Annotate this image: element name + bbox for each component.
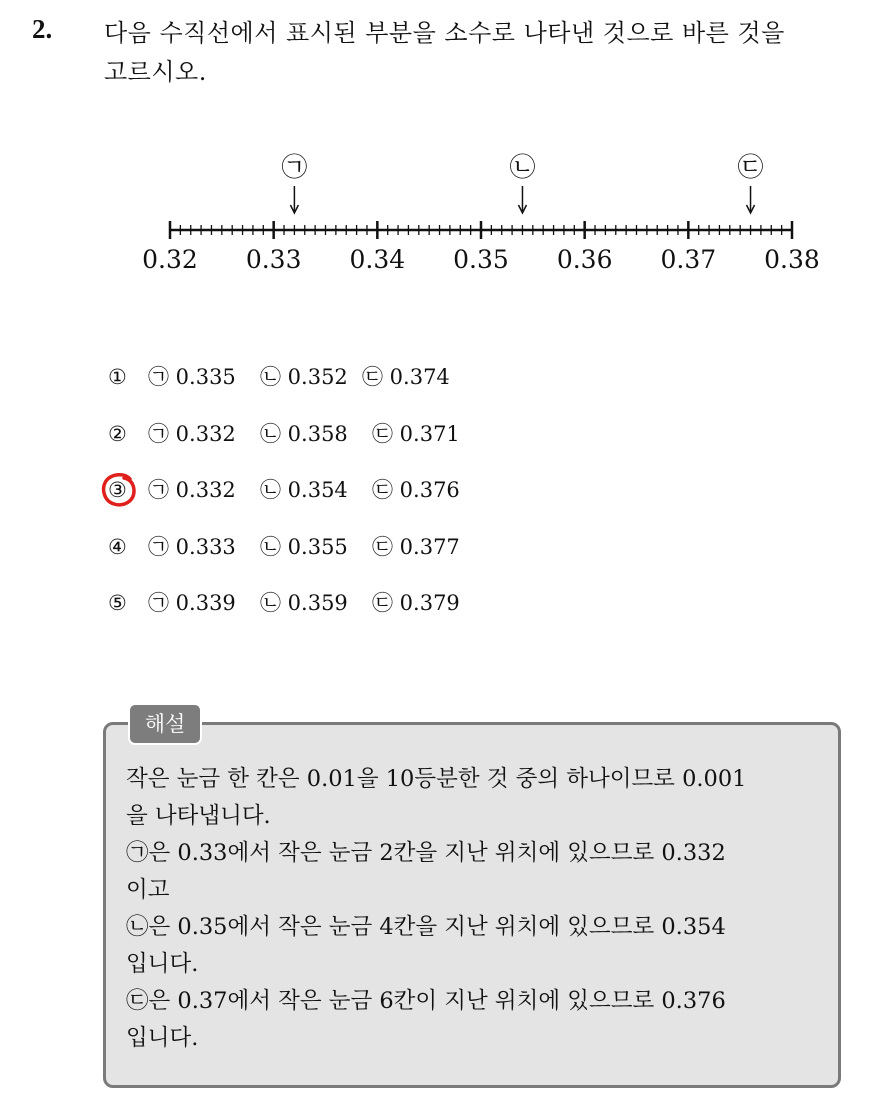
choice-value-b: ㉡ 0.359 [260, 591, 348, 615]
choice-value-a: ㉠ 0.332 [148, 478, 236, 502]
tick-label: 0.37 [660, 245, 717, 274]
choice-value-a: ㉠ 0.332 [148, 421, 236, 446]
choice-value-c: ㉢ 0.371 [372, 421, 460, 446]
explanation-line: 입니다. [126, 1025, 199, 1051]
explanation-text [126, 761, 832, 1057]
question-line-1: 다음 수직선에서 표시된 부분을 소수로 나타낸 것으로 바른 것을 [104, 19, 785, 47]
choice-number: ③ [108, 478, 127, 502]
question-number: 2. [32, 14, 53, 44]
choice-value-b: ㉡ 0.352 [260, 365, 348, 389]
choice-value-b: ㉡ 0.358 [260, 421, 348, 446]
choice-value-c: ㉢ 0.377 [372, 534, 460, 559]
explanation-line: ㉢은 0.37에서 작은 눈금 6칸이 지난 위치에 있으므로 0.376 [126, 988, 726, 1014]
tick-label: 0.36 [556, 245, 613, 274]
explanation-line: 이고 [126, 877, 170, 903]
choice-value-c: ㉢ 0.379 [372, 591, 460, 615]
explanation-line: 을 나타냅니다. [126, 803, 271, 829]
explanation-line: 입니다. [126, 951, 199, 977]
choice-value-a: ㉠ 0.335 [148, 365, 236, 389]
explanation-box [103, 722, 841, 1088]
marker-label: ㉢ [737, 153, 764, 183]
tick-label: 0.38 [764, 245, 820, 274]
marker-label: ㉠ [281, 153, 308, 183]
choice-number: ⑤ [108, 591, 127, 615]
question-line-2: 고르시오. [104, 58, 207, 86]
choice-value-b: ㉡ 0.354 [260, 478, 348, 502]
choice-value-a: ㉠ 0.339 [148, 591, 236, 615]
choice-value-c: ㉢ 0.374 [362, 365, 450, 389]
marker-label: ㉡ [509, 153, 536, 183]
choice-number: ① [108, 365, 127, 389]
tick-label: 0.32 [142, 245, 198, 274]
explanation-line: ㉡은 0.35에서 작은 눈금 4칸을 지난 위치에 있으므로 0.354 [126, 914, 726, 940]
choice-number: ② [108, 421, 127, 446]
choice-value-b: ㉡ 0.355 [260, 534, 348, 559]
tick-label: 0.35 [453, 245, 509, 274]
number-line [0, 0, 884, 300]
choice-value-c: ㉢ 0.376 [372, 478, 460, 502]
tick-label: 0.33 [245, 245, 302, 274]
tick-label: 0.34 [349, 245, 406, 274]
choice-number: ④ [108, 534, 127, 559]
explanation-line: 작은 눈금 한 칸은 0.01을 10등분한 것 중의 하나이므로 0.001 [126, 766, 747, 792]
explanation-tag: 해설 [128, 703, 202, 745]
explanation-line: ㉠은 0.33에서 작은 눈금 2칸을 지난 위치에 있으므로 0.332 [126, 840, 726, 866]
choice-value-a: ㉠ 0.333 [148, 534, 236, 559]
